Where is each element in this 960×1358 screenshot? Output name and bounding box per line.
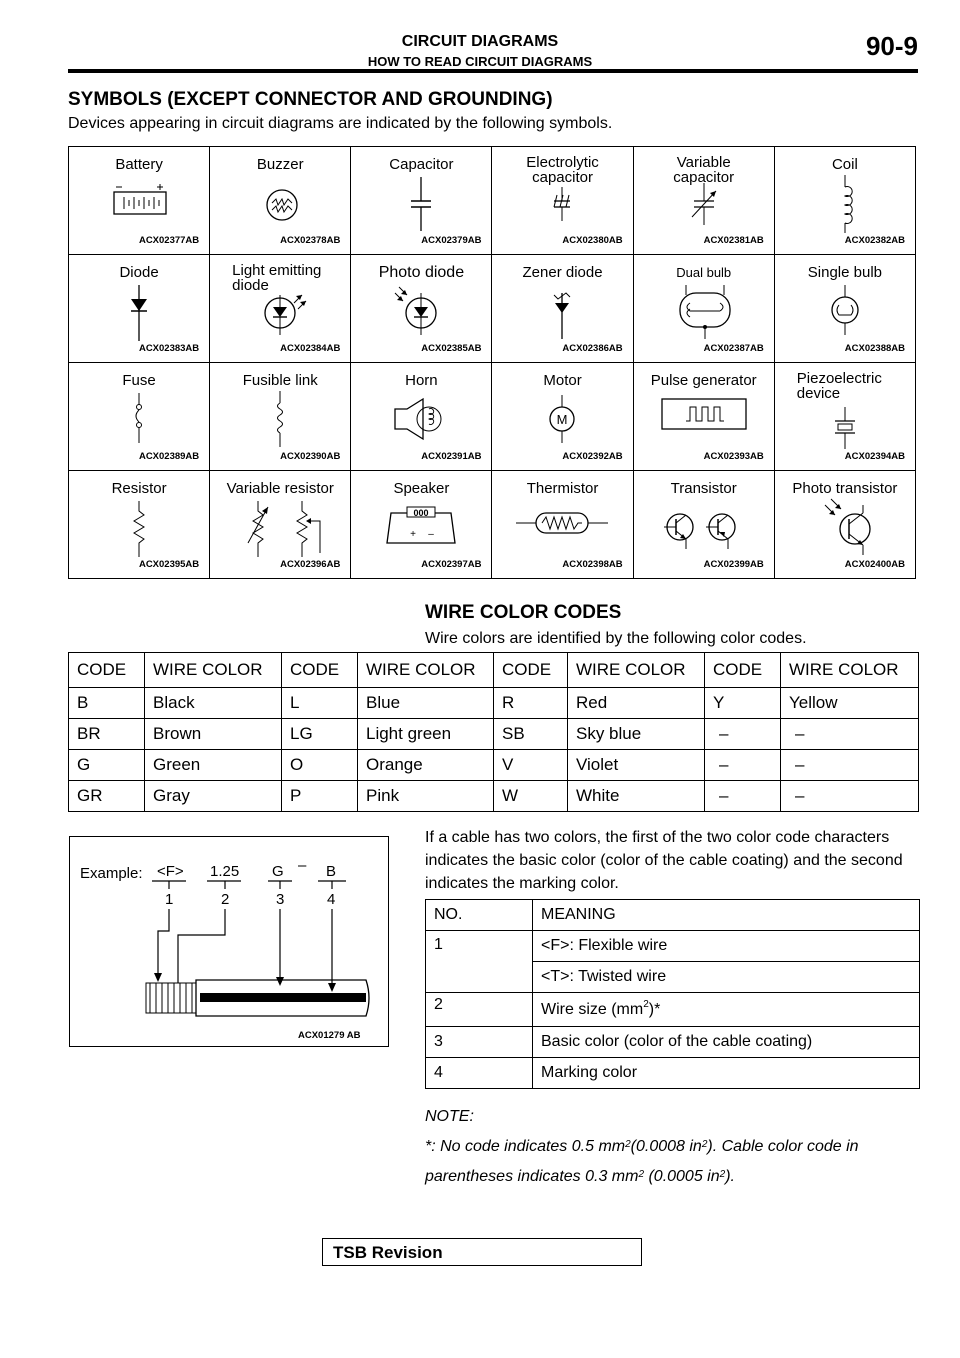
- symbol-label: Photo diode: [378, 264, 465, 281]
- symbol-cell-transistor: [633, 471, 774, 579]
- table-cell: Brown: [145, 719, 282, 750]
- table-row: [69, 719, 919, 750]
- superscript: 2: [701, 1139, 708, 1150]
- symbol-grid: [68, 146, 916, 579]
- table-cell: Orange: [358, 750, 494, 781]
- symbol-label: Thermistor: [526, 480, 599, 497]
- symbol-label: Pulse generator: [650, 372, 757, 389]
- example-number-3: 3: [276, 891, 285, 908]
- header-cell: CODE: [494, 653, 568, 688]
- example-label: Example:: [80, 865, 143, 882]
- header-cell: MEANING: [533, 900, 920, 931]
- table-cell: –: [705, 781, 781, 812]
- motor-glyph: M: [557, 412, 568, 427]
- note-part: ). Cable color code in parentheses indicates 0.3 mm: [425, 1138, 859, 1185]
- symbol-code: ACX02396AB: [280, 559, 341, 570]
- table-cell: Sky blue: [568, 719, 705, 750]
- table-cell: –: [781, 781, 919, 812]
- table-cell: P: [282, 781, 358, 812]
- table-cell: <T>: Twisted wire: [533, 962, 920, 993]
- symbol-code: ACX02377AB: [138, 235, 200, 246]
- table-cell: Blue: [358, 688, 494, 719]
- symbol-label: Diode: [119, 264, 159, 281]
- example-number-4: 4: [327, 891, 336, 908]
- symbol-code: ACX02385AB: [421, 343, 482, 354]
- table-cell: White: [568, 781, 705, 812]
- note-part: (0.0008 in: [630, 1138, 702, 1155]
- symbol-cell-photo-diode: [351, 255, 492, 363]
- svg-text:000: 000: [413, 508, 429, 518]
- symbol-label: Light emitting diode: [232, 262, 322, 294]
- note-part: ).: [725, 1168, 735, 1185]
- symbol-code: ACX02391AB: [421, 451, 482, 462]
- symbol-cell-diode: [69, 255, 210, 363]
- table-cell: Y: [705, 688, 781, 719]
- table-cell: 2: [426, 993, 533, 1027]
- table-row: [69, 688, 919, 719]
- symbol-cell-resistor: [69, 471, 210, 579]
- symbol-code: ACX02388AB: [844, 343, 905, 354]
- table-row: [69, 781, 919, 812]
- table-cell: Basic color (color of the cable coating): [533, 1027, 920, 1058]
- table-cell: –: [781, 750, 919, 781]
- symbol-cell-led: [210, 255, 351, 363]
- example-part-f: <F>: [157, 863, 184, 880]
- symbol-label: Electrolytic capacitor: [526, 154, 599, 186]
- symbol-cell-thermistor: [492, 471, 633, 579]
- symbol-cell-fuse: [69, 363, 210, 471]
- symbol-code: ACX02399AB: [703, 559, 764, 570]
- table-cell: Violet: [568, 750, 705, 781]
- table-cell: R: [494, 688, 568, 719]
- table-cell: Marking color: [533, 1058, 920, 1089]
- symbol-cell-electrolytic-capacitor: [492, 147, 633, 255]
- symbol-cell-variable-capacitor: [633, 147, 774, 255]
- superscript: 2: [643, 998, 649, 1010]
- table-cell: B: [69, 688, 145, 719]
- header-cell: CODE: [69, 653, 145, 688]
- page-number: 90-9: [865, 31, 918, 61]
- table-cell: O: [282, 750, 358, 781]
- symbol-code: ACX02400AB: [844, 559, 905, 570]
- symbol-label: Capacitor: [389, 156, 454, 173]
- symbol-cell-zener-diode: [492, 255, 633, 363]
- symbol-code: ACX02387AB: [703, 343, 764, 354]
- header-subtitle: HOW TO READ CIRCUIT DIAGRAMS: [367, 54, 593, 69]
- symbol-code: ACX02395AB: [138, 559, 200, 570]
- symbol-label: Transistor: [670, 480, 737, 497]
- header-rule: [68, 69, 918, 73]
- table-header-row: [426, 900, 920, 931]
- table-cell: 4: [426, 1058, 533, 1089]
- table-row: [426, 1027, 920, 1058]
- table-cell: SB: [494, 719, 568, 750]
- table-cell: Pink: [358, 781, 494, 812]
- example-part-b: B: [326, 863, 337, 880]
- symbol-label: Buzzer: [256, 156, 304, 173]
- table-cell: BR: [69, 719, 145, 750]
- symbol-cell-piezoelectric: [774, 363, 915, 471]
- symbol-cell-motor: [492, 363, 633, 471]
- symbol-label: Fuse: [122, 372, 156, 389]
- symbol-code: ACX02397AB: [421, 559, 482, 570]
- symbol-code: ACX02394AB: [844, 451, 905, 462]
- header-cell: WIRE COLOR: [568, 653, 705, 688]
- svg-text:–: –: [428, 529, 435, 540]
- symbol-label: Variable capacitor: [673, 154, 735, 186]
- symbol-cell-single-bulb: [774, 255, 915, 363]
- symbol-code: ACX02384AB: [280, 343, 341, 354]
- table-row: [426, 993, 920, 1027]
- symbol-label: Single bulb: [807, 264, 882, 281]
- symbol-code: ACX02381AB: [703, 235, 764, 246]
- symbol-code: ACX02393AB: [703, 451, 764, 462]
- example-number-2: 2: [221, 891, 230, 908]
- example-part-dash: –: [298, 857, 307, 874]
- header-cell: CODE: [282, 653, 358, 688]
- symbol-code: ACX02383AB: [138, 343, 200, 354]
- symbol-label: Variable resistor: [226, 480, 334, 497]
- symbol-cell-speaker: [351, 471, 492, 579]
- symbol-cell-battery: [69, 147, 210, 255]
- note-part: *: No code indicates 0.5 mm: [425, 1138, 626, 1155]
- symbol-cell-coil: [774, 147, 915, 255]
- wire-size-text: Wire size (mm: [541, 1000, 644, 1018]
- table-cell: Black: [145, 688, 282, 719]
- symbol-label: Zener diode: [522, 264, 603, 281]
- table-cell: [533, 993, 920, 1027]
- symbol-label: Horn: [405, 372, 438, 389]
- example-part-size: 1.25: [210, 863, 240, 880]
- superscript: 2: [638, 1169, 645, 1180]
- table-cell: Gray: [145, 781, 282, 812]
- table-cell: 3: [426, 1027, 533, 1058]
- svg-text:+: +: [410, 529, 417, 540]
- symbol-code: ACX02378AB: [280, 235, 341, 246]
- table-cell: G: [69, 750, 145, 781]
- symbol-cell-photo-transistor: [774, 471, 915, 579]
- table-cell: –: [705, 719, 781, 750]
- table-cell: L: [282, 688, 358, 719]
- table-cell: Light green: [358, 719, 494, 750]
- symbol-code: ACX02386AB: [562, 343, 623, 354]
- note-part: (0.0005 in: [644, 1168, 720, 1185]
- wire-color-title: WIRE COLOR CODES: [425, 602, 622, 623]
- symbol-code: ACX02382AB: [844, 235, 905, 246]
- wire-example-diagram: [70, 837, 388, 1046]
- superscript: 2: [719, 1169, 726, 1180]
- symbol-label: Fusible link: [242, 372, 318, 389]
- table-cell: –: [781, 719, 919, 750]
- wire-color-table: [68, 652, 919, 812]
- symbol-cell-pulse-generator: [633, 363, 774, 471]
- table-cell: 1: [426, 931, 533, 993]
- table-cell: Green: [145, 750, 282, 781]
- symbol-label: Motor: [543, 372, 582, 389]
- symbol-cell-capacitor: [351, 147, 492, 255]
- symbol-code: ACX02380AB: [562, 235, 623, 246]
- table-cell: –: [705, 750, 781, 781]
- symbol-cell-buzzer: [210, 147, 351, 255]
- table-row: [426, 931, 920, 962]
- symbol-label: Coil: [831, 156, 858, 173]
- note-block: [425, 1102, 925, 1192]
- symbol-label: Piezoelectric device: [796, 370, 882, 402]
- example-code: ACX01279 AB: [298, 1030, 361, 1041]
- symbol-code: ACX02398AB: [562, 559, 623, 570]
- table-row: [69, 750, 919, 781]
- wire-example-figure: [69, 836, 389, 1047]
- table-cell: W: [494, 781, 568, 812]
- symbol-cell-horn: [351, 363, 492, 471]
- symbol-cell-fusible-link: [210, 363, 351, 471]
- two-color-paragraph: If a cable has two colors, the first of the two color code characters indicates the basic color (color of the cable coating) and the second indicates the marking color.: [425, 829, 903, 892]
- note-label: NOTE:: [425, 1108, 474, 1125]
- header-cell: WIRE COLOR: [781, 653, 919, 688]
- symbol-label: Speaker: [393, 480, 450, 497]
- table-row: [426, 1058, 920, 1089]
- symbol-label: Photo transistor: [792, 480, 898, 497]
- symbol-label: Resistor: [111, 480, 167, 497]
- table-cell: <F>: Flexible wire: [533, 931, 920, 962]
- table-cell: V: [494, 750, 568, 781]
- symbol-code: ACX02389AB: [138, 451, 200, 462]
- symbol-label: Dual bulb: [676, 265, 732, 280]
- wire-size-text-end: )*: [648, 1000, 661, 1018]
- header-cell: WIRE COLOR: [358, 653, 494, 688]
- header-cell: WIRE COLOR: [145, 653, 282, 688]
- symbol-cell-variable-resistor: [210, 471, 351, 579]
- table-cell: LG: [282, 719, 358, 750]
- symbol-code: ACX02390AB: [280, 451, 341, 462]
- symbols-intro: Devices appearing in circuit diagrams are indicated by the following symbols.: [68, 115, 613, 132]
- header-cell: NO.: [426, 900, 533, 931]
- wire-color-intro: Wire colors are identified by the following color codes.: [425, 630, 807, 647]
- table-cell: GR: [69, 781, 145, 812]
- example-part-g: G: [272, 863, 284, 880]
- symbol-code: ACX02392AB: [562, 451, 623, 462]
- superscript: 2: [625, 1139, 631, 1150]
- symbols-title: SYMBOLS (EXCEPT CONNECTOR AND GROUNDING): [68, 89, 553, 110]
- table-cell: Yellow: [781, 688, 919, 719]
- note-text: [425, 1132, 925, 1192]
- example-number-1: 1: [165, 891, 174, 908]
- symbol-code: ACX02379AB: [421, 235, 482, 246]
- header-category: CIRCUIT DIAGRAMS: [401, 33, 559, 50]
- symbol-cell-dual-bulb: [633, 255, 774, 363]
- meaning-table: [425, 899, 920, 1089]
- header-cell: CODE: [705, 653, 781, 688]
- symbol-label: Battery: [115, 156, 163, 173]
- table-header-row: [69, 653, 919, 688]
- table-cell: Red: [568, 688, 705, 719]
- tsb-revision-box: TSB Revision: [322, 1238, 642, 1266]
